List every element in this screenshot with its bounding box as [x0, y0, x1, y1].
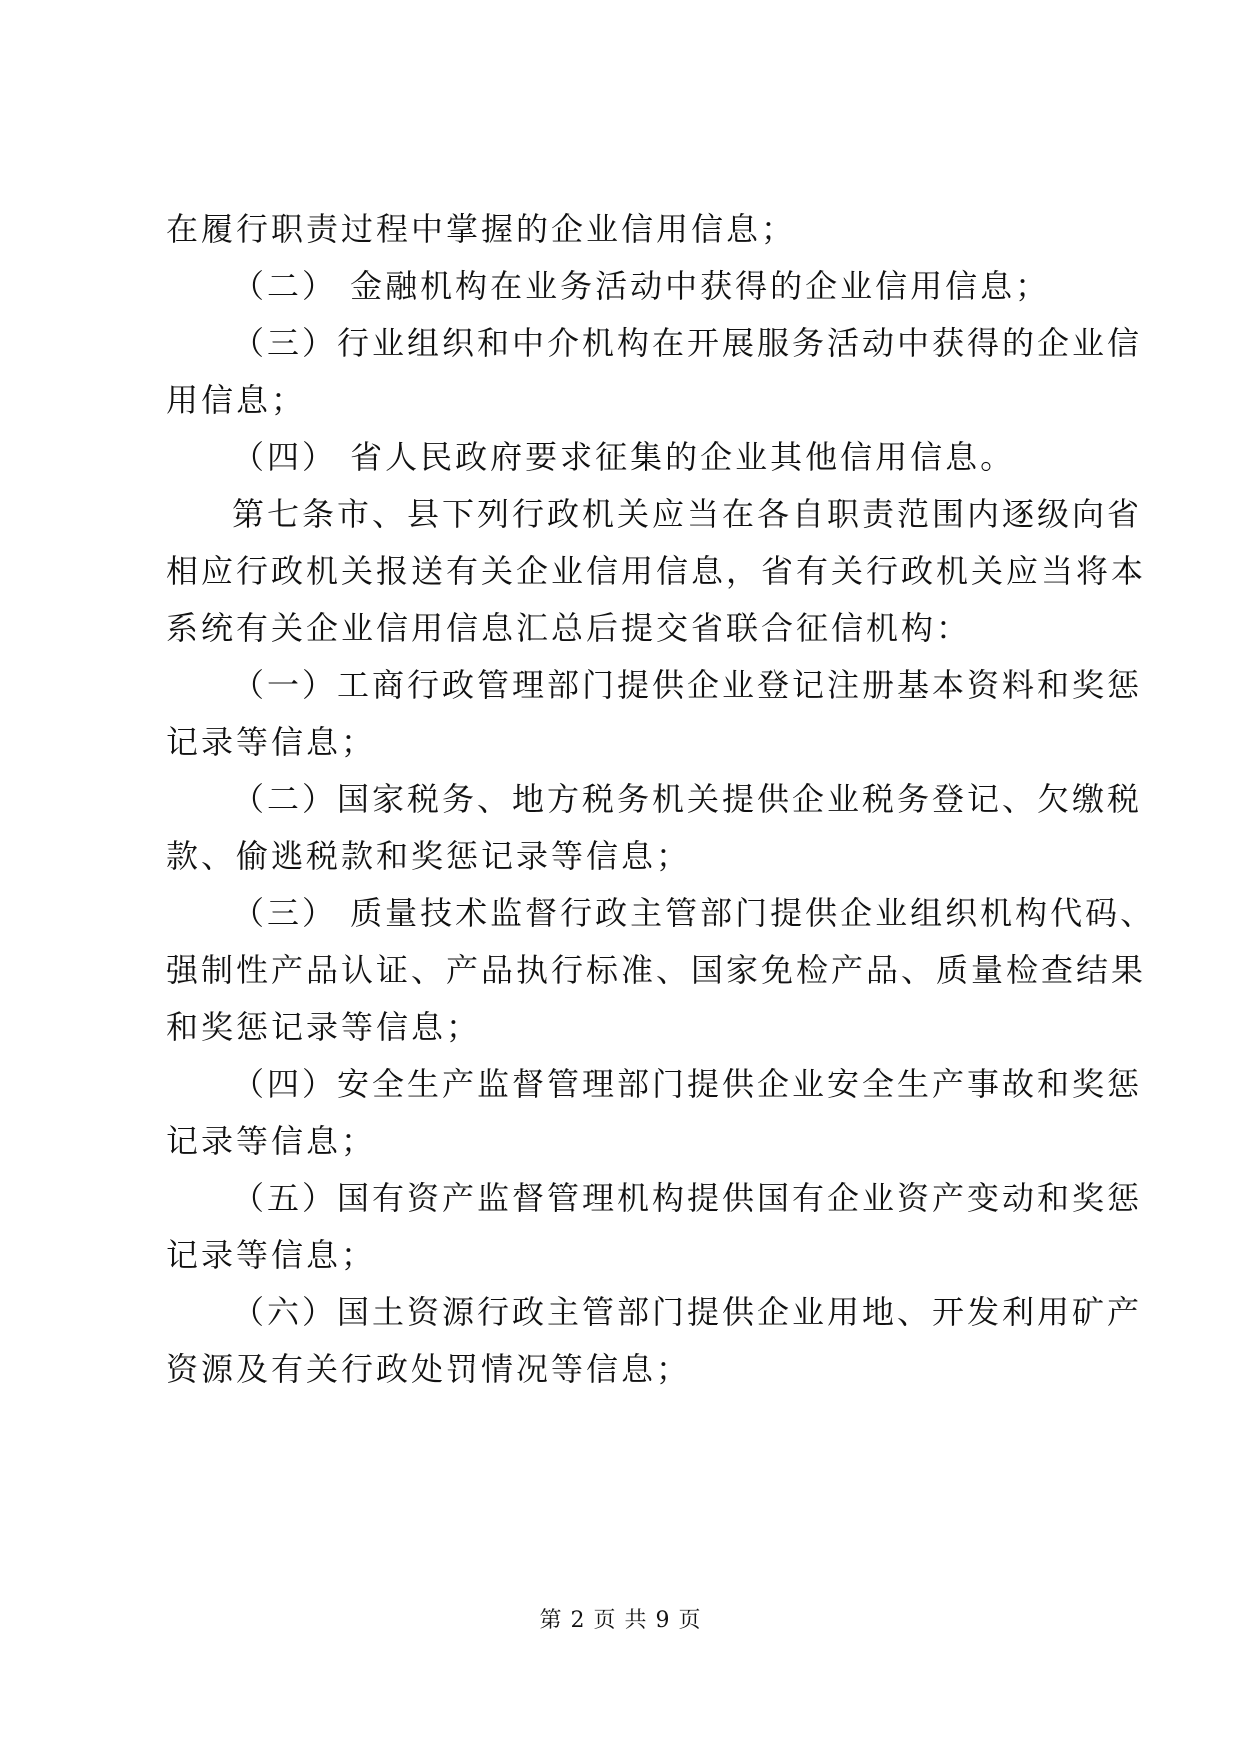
text-line: （二）国家税务、地方税务机关提供企业税务登记、欠缴税 [232, 780, 1143, 818]
text-line: 款、偷逃税款和奖惩记录等信息； [166, 837, 692, 875]
text-line: （六）国土资源行政主管部门提供企业用地、开发利用矿产 [232, 1293, 1143, 1331]
text-line: 用信息； [166, 381, 307, 419]
text-line: 强制性产品认证、产品执行标准、国家免检产品、质量检查结果 [166, 951, 1147, 989]
text-line: （五）国有资产监督管理机构提供国有企业资产变动和奖惩 [232, 1179, 1143, 1217]
text-line: （四） 省人民政府要求征集的企业其他信用信息。 [232, 438, 1016, 476]
text-line: 记录等信息； [166, 723, 377, 761]
text-line: （二） 金融机构在业务活动中获得的企业信用信息； [232, 267, 1051, 305]
text-line: 第七条市、县下列行政机关应当在各自职责范围内逐级向省 [232, 495, 1143, 533]
text-line: 相应行政机关报送有关企业信用信息，省有关行政机关应当将本 [166, 552, 1147, 590]
text-line: 记录等信息； [166, 1236, 377, 1274]
text-line: 和奖惩记录等信息； [166, 1008, 482, 1046]
text-line: （一）工商行政管理部门提供企业登记注册基本资料和奖惩 [232, 666, 1143, 704]
page-number-footer: 第 2 页 共 9 页 [539, 1608, 702, 1633]
text-line: （三） 质量技术监督行政主管部门提供企业组织机构代码、 [232, 894, 1156, 932]
text-line: 资源及有关行政处罚情况等信息； [166, 1350, 692, 1388]
text-line: 记录等信息； [166, 1122, 377, 1160]
text-line: （四）安全生产监督管理部门提供企业安全生产事故和奖惩 [232, 1065, 1143, 1103]
text-line: 在履行职责过程中掌握的企业信用信息； [166, 210, 797, 248]
text-line: 系统有关企业信用信息汇总后提交省联合征信机构： [166, 609, 972, 647]
text-line: （三）行业组织和中介机构在开展服务活动中获得的企业信 [232, 324, 1143, 362]
